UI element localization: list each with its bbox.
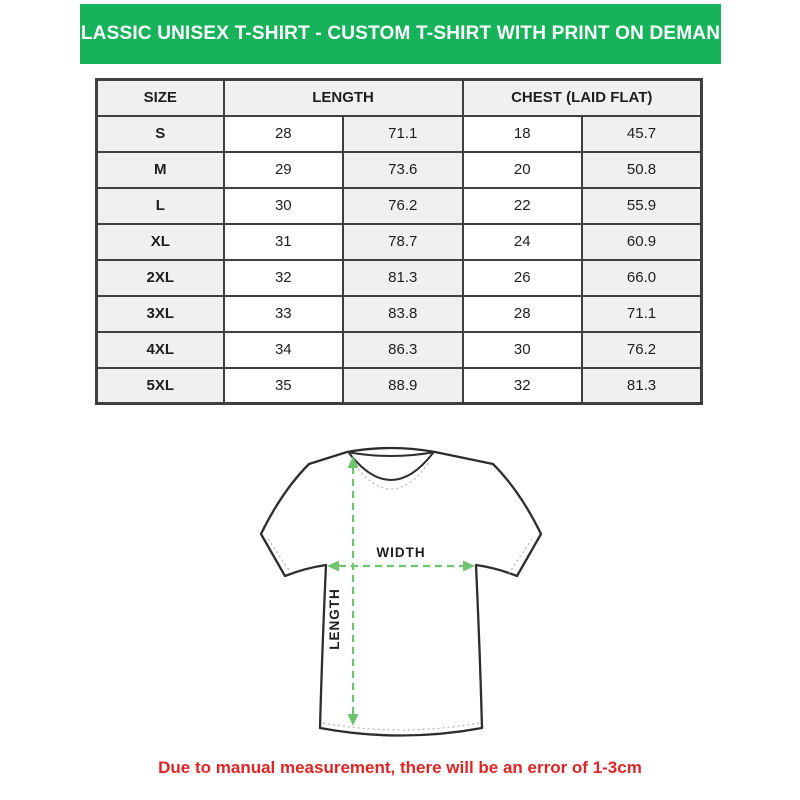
chest-cm-cell: 50.8 bbox=[582, 152, 702, 188]
size-cell: M bbox=[97, 152, 224, 188]
length-cm-cell: 76.2 bbox=[343, 188, 462, 224]
length-in-cell: 31 bbox=[224, 224, 343, 260]
table-header-row bbox=[97, 80, 702, 116]
size-cell: XL bbox=[97, 224, 224, 260]
length-cm-cell: 73.6 bbox=[343, 152, 462, 188]
title-banner bbox=[66, 4, 735, 64]
chest-cm-cell: 81.3 bbox=[582, 368, 702, 404]
length-in-cell: 33 bbox=[224, 296, 343, 332]
length-in-cell: 32 bbox=[224, 260, 343, 296]
measurement-error-note: Due to manual measurement, there will be an error of 1-3cm bbox=[158, 758, 642, 777]
tshirt-measurement-diagram bbox=[246, 443, 554, 763]
chest-in-cell: 22 bbox=[463, 188, 582, 224]
length-cm-cell: 83.8 bbox=[343, 296, 462, 332]
size-table bbox=[95, 78, 703, 405]
col-header-length: LENGTH bbox=[224, 80, 463, 116]
col-header-chest: CHEST (LAID FLAT) bbox=[463, 80, 702, 116]
col-header-size: SIZE bbox=[97, 80, 224, 116]
length-in-cell: 35 bbox=[224, 368, 343, 404]
chest-in-cell: 28 bbox=[463, 296, 582, 332]
chest-in-cell: 20 bbox=[463, 152, 582, 188]
chest-cm-cell: 76.2 bbox=[582, 332, 702, 368]
size-cell: S bbox=[97, 116, 224, 152]
chest-in-cell: 30 bbox=[463, 332, 582, 368]
chest-cm-cell: 71.1 bbox=[582, 296, 702, 332]
length-label: LENGTH bbox=[327, 588, 342, 650]
table-row bbox=[97, 260, 702, 296]
width-label: WIDTH bbox=[376, 545, 426, 560]
length-cm-cell: 71.1 bbox=[343, 116, 462, 152]
length-cm-cell: 81.3 bbox=[343, 260, 462, 296]
chest-cm-cell: 66.0 bbox=[582, 260, 702, 296]
table-row bbox=[97, 152, 702, 188]
table-row bbox=[97, 224, 702, 260]
chest-cm-cell: 45.7 bbox=[582, 116, 702, 152]
length-cm-cell: 88.9 bbox=[343, 368, 462, 404]
length-cm-cell: 86.3 bbox=[343, 332, 462, 368]
chest-in-cell: 32 bbox=[463, 368, 582, 404]
chest-cm-cell: 60.9 bbox=[582, 224, 702, 260]
chest-in-cell: 18 bbox=[463, 116, 582, 152]
tshirt-outline-icon bbox=[261, 448, 541, 736]
page-title: CLASSIC UNISEX T-SHIRT - CUSTOM T-SHIRT WITH PRINT ON DEMAND bbox=[66, 23, 735, 44]
length-in-cell: 30 bbox=[224, 188, 343, 224]
size-cell: 3XL bbox=[97, 296, 224, 332]
length-cm-cell: 78.7 bbox=[343, 224, 462, 260]
length-in-cell: 34 bbox=[224, 332, 343, 368]
size-cell: L bbox=[97, 188, 224, 224]
table-row bbox=[97, 296, 702, 332]
length-in-cell: 28 bbox=[224, 116, 343, 152]
size-cell: 5XL bbox=[97, 368, 224, 404]
size-cell: 4XL bbox=[97, 332, 224, 368]
chest-in-cell: 24 bbox=[463, 224, 582, 260]
chest-cm-cell: 55.9 bbox=[582, 188, 702, 224]
table-row bbox=[97, 332, 702, 368]
table-row bbox=[97, 368, 702, 404]
chest-in-cell: 26 bbox=[463, 260, 582, 296]
length-in-cell: 29 bbox=[224, 152, 343, 188]
table-row bbox=[97, 116, 702, 152]
size-cell: 2XL bbox=[97, 260, 224, 296]
table-row bbox=[97, 188, 702, 224]
